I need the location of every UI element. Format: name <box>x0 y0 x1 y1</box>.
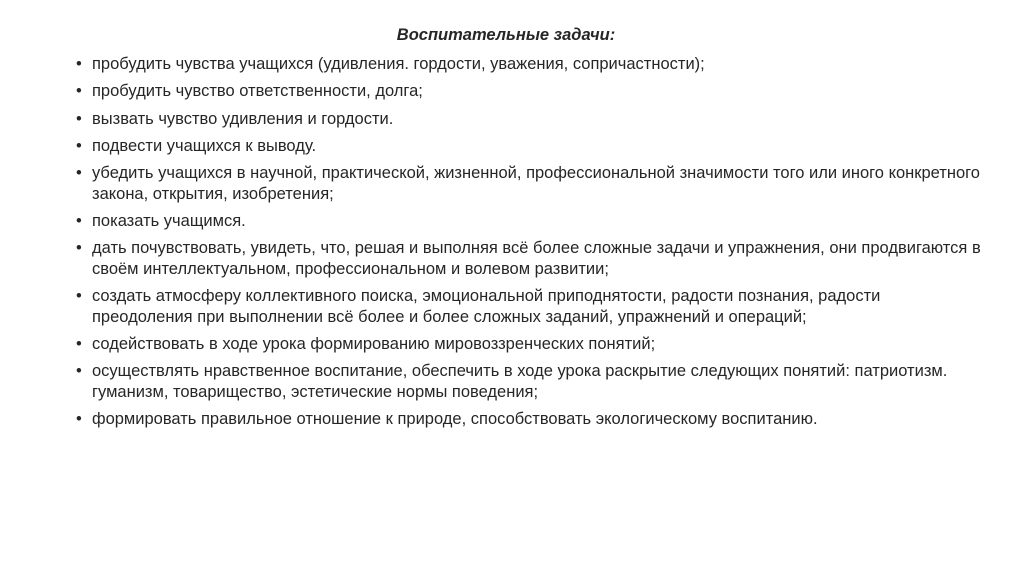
list-item <box>76 238 984 279</box>
bullet-icon: • <box>76 409 82 428</box>
bullet-icon: • <box>76 136 82 155</box>
list-item <box>76 409 984 430</box>
list-item-text: пробудить чувство ответственности, долга; <box>92 82 423 101</box>
list-item <box>76 361 984 402</box>
list-item-text: создать атмосферу коллективного поиска, эмоциональной приподнятости, радости познания, радости преодоления при выполнении всё более и более сложных заданий, упражнений и операций; <box>92 287 881 326</box>
list-item-text: дать почувствовать, увидеть, что, решая и выполняя всё более сложные задачи и упражнения, они продвигаются в своём интеллектуальном, профессиональном и волевом развитии; <box>92 239 981 278</box>
list-item-text: подвести учащихся к выводу. <box>92 136 317 155</box>
bullet-icon: • <box>76 239 82 258</box>
list-item-text: вызвать чувство удивления и гордости. <box>92 109 394 128</box>
list-item <box>76 81 984 102</box>
slide-title: Воспитательные задачи: <box>396 26 616 44</box>
bullet-icon: • <box>76 164 82 183</box>
list-item-text: формировать правильное отношение к природе, способствовать экологическому воспитанию. <box>92 409 818 428</box>
list-item-text: показать учащимся. <box>92 211 246 230</box>
list-item <box>76 286 984 327</box>
list-item <box>76 109 984 130</box>
bullet-icon: • <box>76 334 82 353</box>
list-item-text: убедить учащихся в научной, практической, жизненной, профессиональной значимости того или иного конкретного закона, открытия, изобретения; <box>92 164 980 203</box>
bullet-icon: • <box>76 55 82 73</box>
bullet-icon: • <box>76 109 82 128</box>
list-item <box>76 334 984 355</box>
bullet-icon: • <box>76 82 82 101</box>
list-item <box>76 163 984 204</box>
list-item-text: осуществлять нравственное воспитание, обеспечить в ходе урока раскрытие следующих понятий: патриотизм. гуманизм, товарищество, эстетические нормы поведения; <box>92 362 948 401</box>
task-list <box>76 54 984 429</box>
list-item-text: содействовать в ходе урока формированию мировоззренческих понятий; <box>92 334 656 353</box>
list-item <box>76 136 984 157</box>
list-item <box>76 211 984 232</box>
bullet-icon: • <box>76 287 82 306</box>
bullet-icon: • <box>76 211 82 230</box>
bullet-icon: • <box>76 362 82 381</box>
list-item <box>76 54 984 75</box>
list-item-text: пробудить чувства учащихся (удивления. гордости, уважения, сопричастности); <box>92 55 705 73</box>
